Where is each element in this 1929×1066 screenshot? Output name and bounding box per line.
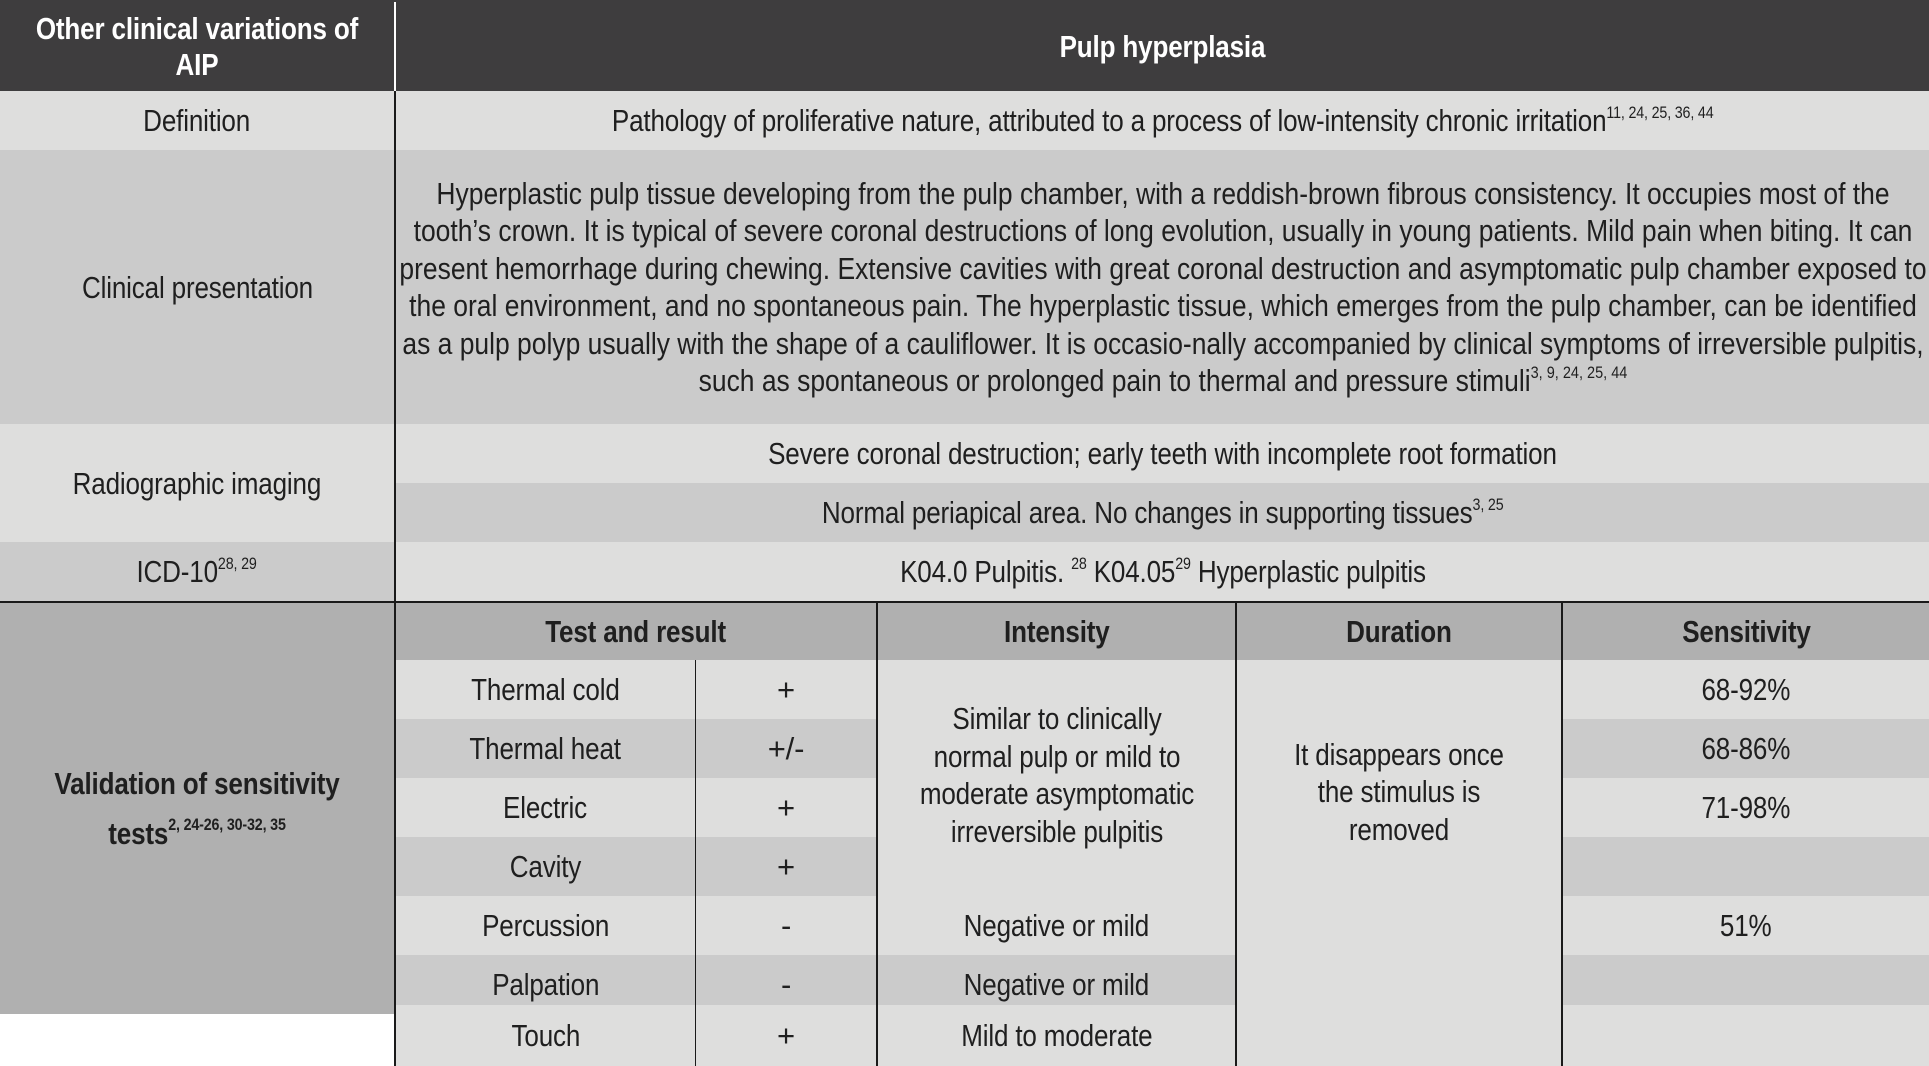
test-result-cell (695, 719, 876, 778)
icd-label-wrap (137, 553, 257, 590)
test-result-cell (695, 660, 876, 719)
sensitivity-cell (1561, 719, 1929, 778)
touch-row (394, 1005, 1929, 1066)
radiographic-label: Radiographic imaging (72, 465, 322, 501)
sensitivity-cell (1561, 660, 1929, 719)
col-header-sensitivity-label: Sensitivity (1681, 614, 1811, 649)
clinical-text-wrap (394, 175, 1929, 400)
sensitivity-cell (1561, 896, 1929, 955)
radiographic-line2: Normal periapical area. No changes in supporting tissues (821, 495, 1473, 530)
table-row (394, 896, 695, 955)
definition-text: Pathology of proliferative nature, attributed to a process of low-intensity chronic irritation (611, 103, 1607, 138)
test-result-cell (695, 1005, 876, 1066)
icd-ref-b: 29 (1174, 553, 1191, 573)
icd-ref-a: 28 (1070, 553, 1087, 573)
sensitivity-value: 71-98% (1701, 790, 1791, 825)
col-header-intensity-label: Intensity (1003, 614, 1110, 649)
sensitivity-value: 68-86% (1701, 731, 1791, 766)
sensitivity-cell (1561, 837, 1929, 896)
header-left-cell (0, 2, 394, 91)
icd-text-cell (394, 542, 1929, 601)
radiographic-ref: 3, 25 (1472, 494, 1504, 514)
intensity-percussion: Negative or mild (963, 908, 1150, 943)
intensity-percussion-cell (876, 896, 1235, 955)
col-header-intensity (876, 601, 1235, 660)
duration-text: It disappears once the stimulus is removed (1294, 736, 1504, 847)
test-result: - (780, 908, 792, 943)
table-row (394, 719, 695, 778)
icd-text-b: K04.05 (1086, 554, 1175, 589)
intensity-group: Similar to clinically normal pulp or mild to moderate asymptomatic irreversible pulpitis (919, 701, 1194, 849)
validation-label: Validation of sensitivity tests (54, 765, 340, 851)
col-header-duration-label: Duration (1346, 614, 1452, 649)
sensitivity-value: 51% (1720, 908, 1772, 943)
test-name: Percussion (481, 908, 610, 943)
radiographic-line2-cell (394, 483, 1929, 542)
table-row (394, 837, 695, 896)
icd-text-a: K04.0 Pulpitis. (899, 554, 1071, 589)
clinical-label-cell (0, 150, 394, 424)
test-name: Cavity (509, 849, 582, 884)
clinical-text-cell (394, 150, 1929, 424)
test-name: Electric (503, 790, 588, 825)
test-result: +/- (767, 731, 805, 766)
test-name: Palpation (491, 967, 600, 1002)
header-left-label: Other clinical variations of AIP (35, 10, 359, 82)
sensitivity-cell (1561, 1005, 1929, 1066)
test-result: + (777, 1018, 795, 1053)
clinical-ref: 3, 9, 24, 25, 44 (1530, 362, 1627, 382)
icd-label-ref: 28, 29 (218, 553, 258, 573)
intensity-group-cell (876, 660, 1235, 896)
definition-text-wrap (612, 102, 1714, 139)
test-name: Thermal heat (469, 731, 622, 766)
clinical-label: Clinical presentation (81, 269, 313, 305)
table-row (394, 660, 695, 719)
header-right-title: Pulp hyperplasia (1059, 29, 1266, 64)
table-row (394, 778, 695, 837)
icd-label-cell (0, 542, 394, 601)
definition-label: Definition (143, 103, 251, 138)
duration-continuation (1235, 1005, 1561, 1066)
duration-cell (1235, 660, 1561, 1014)
radiographic-line1: Severe coronal destruction; early teeth with incomplete root formation (768, 436, 1557, 471)
header-right-cell (394, 2, 1929, 91)
radiographic-line2-wrap (822, 494, 1504, 531)
intensity-palpation: Negative or mild (963, 967, 1150, 1002)
clinical-text: Hyperplastic pulp tissue developing from the pulp chamber, with a reddish-brown fibrous consistency. It occupies most of the tooth’s crown. It is typical of severe coronal destructions of long evolution, usually in young patients. Mild pain when biting. It can present hemorrhage during chewing. Extensive cavities with great coronal destruction and asymptomatic pulp chamber exposed to the oral environment, and no spontaneous pain. The hyperplastic tissue, which emerges from the pulp chamber, can be identified as a pulp polyp usually with the shape of a cauliflower. It is occasio-nally accompanied by clinical symptoms of irreversible pulpitis, such as spontaneous or prolonged pain to thermal and pressure stimuli (398, 175, 1927, 398)
radiographic-line1-cell (394, 424, 1929, 483)
col-header-duration (1235, 601, 1561, 660)
col-header-test-label: Test and result (545, 614, 727, 649)
icd-label: ICD-10 (136, 554, 219, 589)
test-result: + (777, 790, 795, 825)
validation-label-wrap (32, 759, 363, 859)
validation-ref: 2, 24-26, 30-32, 35 (168, 815, 286, 835)
sensitivity-value: 68-92% (1701, 672, 1791, 707)
definition-ref: 11, 24, 25, 36, 44 (1606, 102, 1714, 122)
definition-label-cell (0, 91, 394, 150)
test-name: Touch (511, 1018, 580, 1053)
validation-label-cell (0, 601, 394, 1014)
col-header-test (394, 601, 876, 660)
col-header-sensitivity (1561, 601, 1929, 660)
sensitivity-cell (1561, 778, 1929, 837)
test-name-cell (394, 1005, 695, 1066)
test-name: Thermal cold (471, 672, 620, 707)
intensity-touch-cell (876, 1005, 1235, 1066)
test-result: + (777, 849, 795, 884)
icd-text-c: Hyperplastic pulpitis (1190, 554, 1426, 589)
definition-text-cell (394, 91, 1929, 150)
test-result-cell (695, 896, 876, 955)
test-result-cell (695, 837, 876, 896)
test-result: - (780, 967, 792, 1002)
icd-text-wrap (900, 553, 1426, 590)
radiographic-label-cell (0, 424, 394, 542)
intensity-touch: Mild to moderate (960, 1018, 1153, 1053)
test-result: + (777, 672, 795, 707)
test-result-cell (695, 778, 876, 837)
